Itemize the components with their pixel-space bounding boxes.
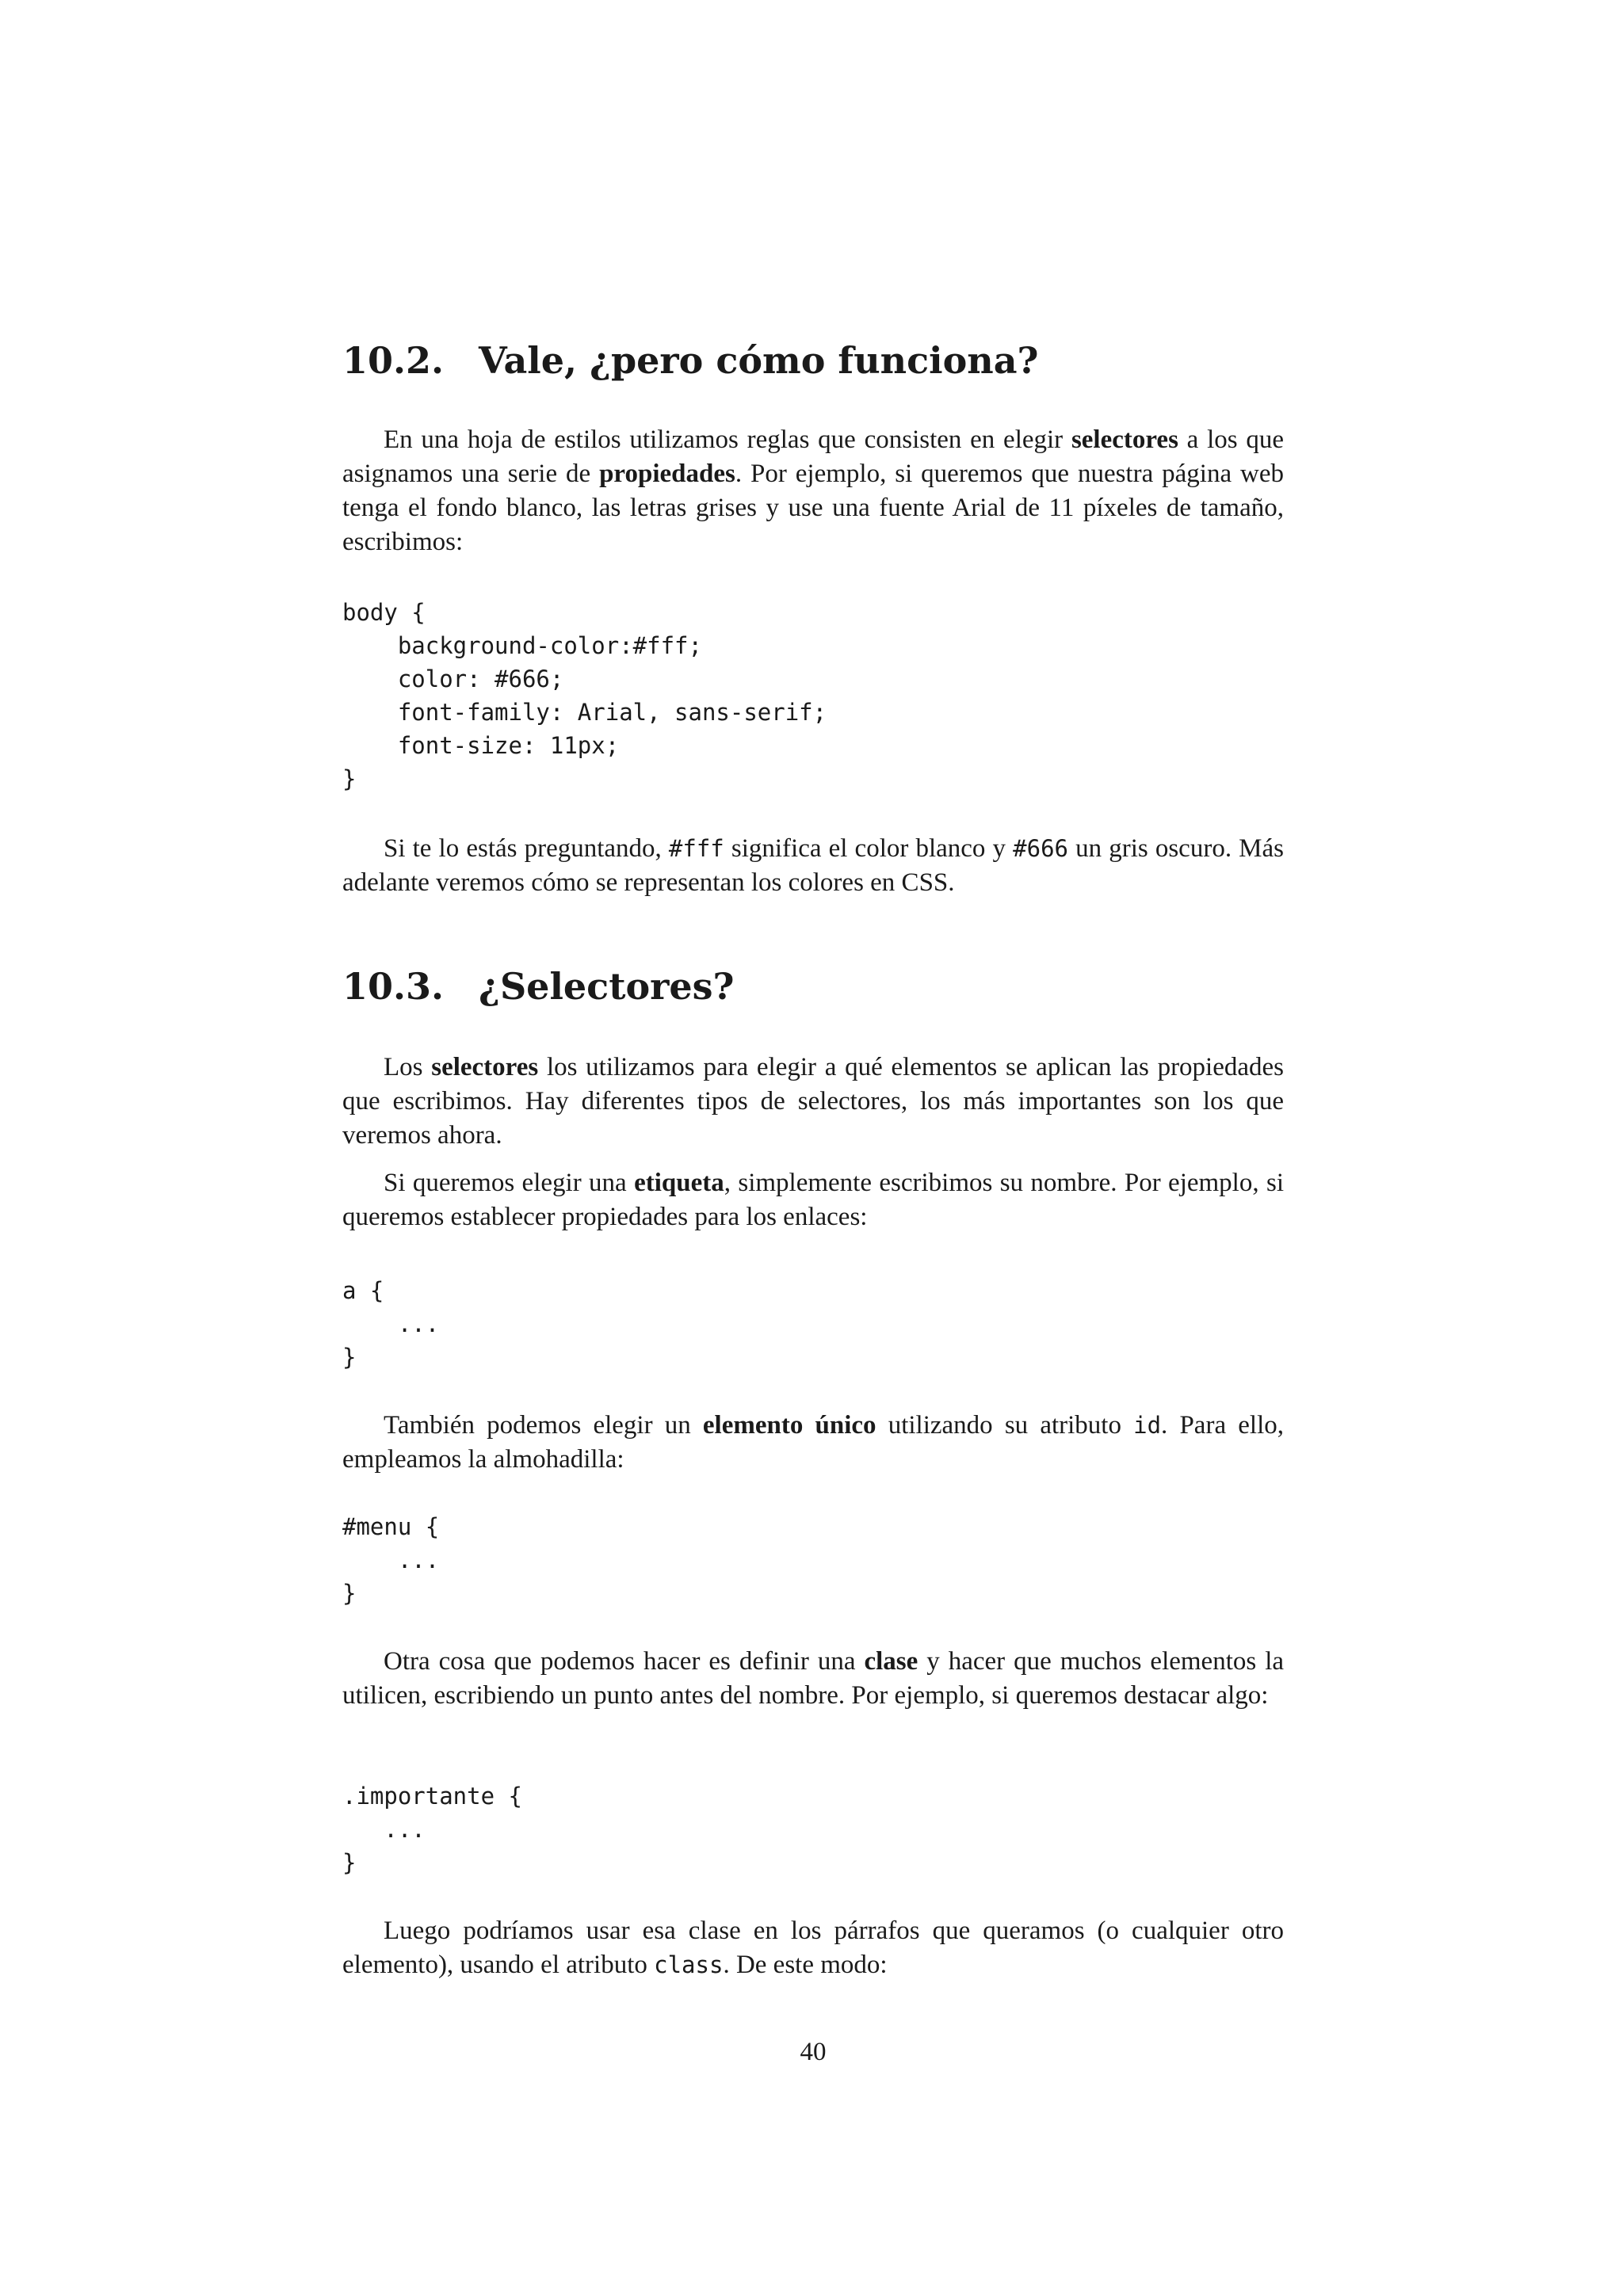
code-line: } bbox=[342, 1580, 357, 1607]
code-block-a bbox=[342, 1274, 439, 1374]
bold-term-propiedades: propiedades bbox=[599, 460, 735, 488]
text-run: Los bbox=[384, 1053, 432, 1081]
code-line: font-family: Arial, sans-serif; bbox=[342, 699, 827, 726]
inline-code-666: #666 bbox=[1013, 835, 1068, 862]
bold-term-selectores: selectores bbox=[1071, 425, 1178, 454]
code-block-menu bbox=[342, 1510, 439, 1610]
paragraph-intro-rules bbox=[342, 423, 1284, 559]
section-heading-10-2 bbox=[342, 339, 1039, 382]
text-run: Otra cosa que podemos hacer es definir una bbox=[384, 1647, 865, 1676]
bold-term-selectores: selectores bbox=[431, 1053, 539, 1081]
code-line: } bbox=[342, 765, 357, 792]
text-run: En una hoja de estilos utilizamos reglas que consisten en elegir bbox=[384, 425, 1071, 454]
code-line: color: #666; bbox=[342, 666, 564, 692]
inline-code-fff: #fff bbox=[668, 835, 724, 862]
paragraph-selectors-intro bbox=[342, 1051, 1284, 1153]
code-line: background-color:#fff; bbox=[342, 632, 702, 659]
code-line: ... bbox=[342, 1310, 440, 1337]
text-run: . Para ello, empleamos la almohadilla: bbox=[342, 1411, 1284, 1474]
text-run: . De este modo: bbox=[723, 1951, 888, 1979]
text-run: Si queremos elegir una bbox=[384, 1169, 635, 1197]
bold-term-elemento-unico: elemento único bbox=[702, 1411, 876, 1440]
page-number: 40 bbox=[800, 2038, 827, 2066]
text-run: También podemos elegir un bbox=[384, 1411, 703, 1440]
paragraph-color-explanation bbox=[342, 832, 1284, 900]
paragraph-class-selector bbox=[342, 1645, 1284, 1713]
inline-code-id: id bbox=[1133, 1412, 1162, 1439]
text-run: un gris oscuro. Más adelante veremos cómo se representan los colores en CSS. bbox=[342, 834, 1285, 897]
text-run: Luego podríamos usar esa clase en los párrafos que queramos (o cualquier otro elemento), usando el atributo bbox=[342, 1917, 1284, 1979]
section-number: 10.2. bbox=[342, 339, 445, 382]
code-line: body { bbox=[342, 599, 426, 626]
section-title: Vale, ¿pero cómo funciona? bbox=[479, 339, 1039, 382]
code-block-body bbox=[342, 596, 827, 795]
document-page bbox=[342, 0, 1284, 2296]
code-line: .importante { bbox=[342, 1783, 522, 1810]
text-run: Si te lo estás preguntando, bbox=[384, 834, 669, 863]
bold-term-clase: clase bbox=[864, 1647, 918, 1676]
paragraph-id-selector bbox=[342, 1409, 1284, 1477]
code-line: } bbox=[342, 1849, 357, 1876]
paragraph-class-usage bbox=[342, 1914, 1284, 1982]
inline-code-class: class bbox=[654, 1951, 724, 1978]
code-line: } bbox=[342, 1344, 357, 1371]
code-line: font-size: 11px; bbox=[342, 732, 620, 759]
code-block-importante bbox=[342, 1779, 522, 1879]
code-line: a { bbox=[342, 1277, 384, 1304]
text-run: , simplemente escribimos su nombre. Por ejemplo, si queremos establecer propiedades para los enlaces: bbox=[342, 1169, 1284, 1231]
paragraph-tag-selector bbox=[342, 1166, 1284, 1234]
text-run: y hacer que muchos elementos la utilicen, escribiendo un punto antes del nombre. Por ejemplo, si queremos destacar algo: bbox=[342, 1647, 1285, 1710]
code-line: #menu { bbox=[342, 1513, 440, 1540]
text-run: los utilizamos para elegir a qué elementos se aplican las propiedades que escribimos. Hay diferentes tipos de selectores, los más importantes son los que veremos ahora. bbox=[342, 1053, 1285, 1150]
text-run: . Por ejemplo, si queremos que nuestra página web tenga el fondo blanco, las letras grises y use una fuente Arial de 11 píxeles de tamaño, escribimos: bbox=[342, 460, 1285, 556]
text-run: significa el color blanco y bbox=[724, 834, 1014, 863]
bold-term-etiqueta: etiqueta bbox=[634, 1169, 724, 1197]
section-heading-10-3 bbox=[342, 965, 735, 1008]
section-title: ¿Selectores? bbox=[479, 965, 735, 1008]
code-line: ... bbox=[342, 1547, 440, 1573]
section-number: 10.3. bbox=[342, 965, 445, 1008]
text-run: utilizando su atributo bbox=[876, 1411, 1134, 1440]
code-line: ... bbox=[342, 1816, 426, 1843]
text-run: a los que asignamos una serie de bbox=[342, 425, 1284, 488]
